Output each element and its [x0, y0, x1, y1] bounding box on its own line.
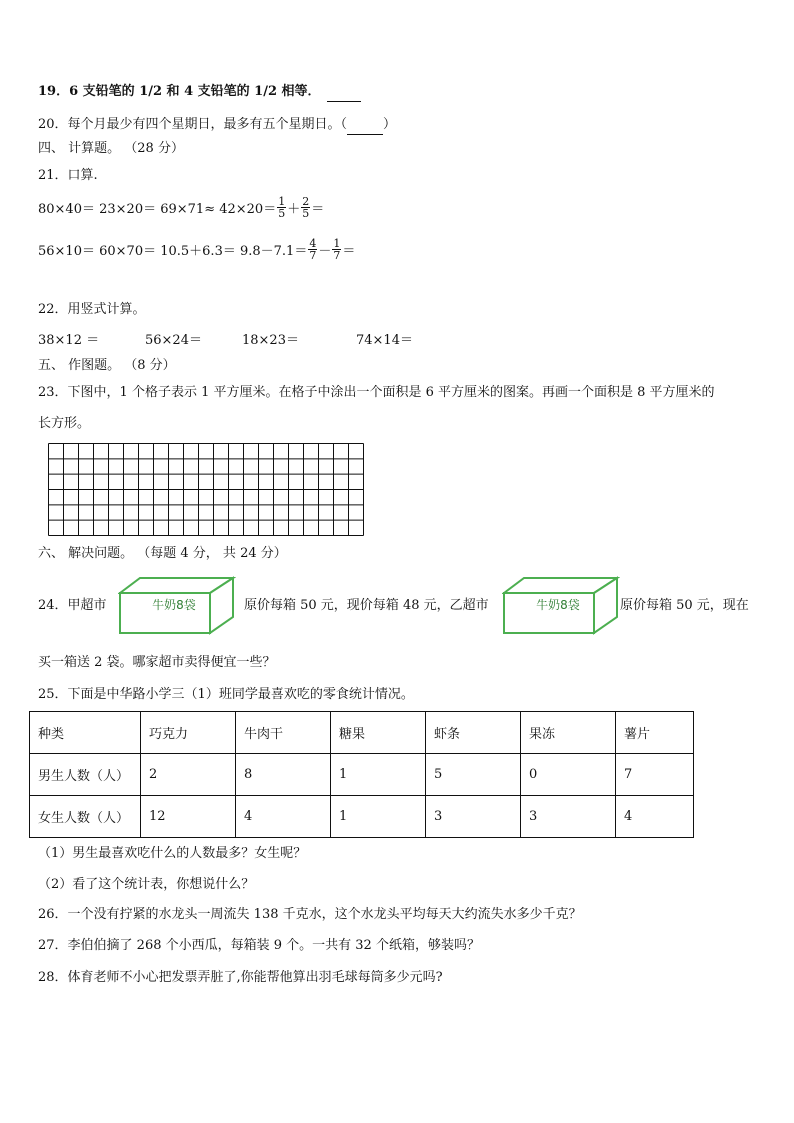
oral-calc-row-2: [38, 238, 355, 261]
question-20-text: 20．每个月最少有四个星期日，最多有五个星期日。（: [38, 117, 348, 132]
minus-sign: －: [318, 244, 332, 259]
question-24-middle: 原价每箱 50 元，现价每箱 48 元，乙超市: [244, 598, 489, 613]
vertical-calc-item: 74×14＝: [356, 333, 413, 348]
question-25-sub-2: （2）看了这个统计表，你想说什么？: [38, 877, 255, 892]
question-22-title: 22．用竖式计算。: [38, 302, 146, 317]
equals-sign: ＝: [342, 244, 356, 259]
table-cell: 0: [521, 754, 616, 796]
box-label: 牛奶8袋: [536, 598, 580, 612]
oral-calc-text: 80×40＝ 23×20＝ 69×71≈ 42×20＝: [38, 202, 277, 217]
section-6-heading: 六、 解决问题。 （每题 4 分， 共 24 分）: [38, 546, 287, 561]
question-20: [38, 116, 396, 135]
oral-calc-text: 56×10＝ 60×70＝ 10.5＋6.3＝ 9.8－7.1＝: [38, 244, 308, 259]
oral-calc-row-1: [38, 196, 324, 219]
table-header-cell: 薯片: [616, 712, 694, 754]
table-cell: 2: [141, 754, 236, 796]
table-header-cell: 虾条: [426, 712, 521, 754]
milk-box-supermarket-b: [502, 575, 620, 637]
fraction: $\frac{1}{5}$: [278, 195, 286, 220]
answer-blank[interactable]: [347, 116, 383, 135]
equals-sign: ＝: [311, 202, 325, 217]
question-23-line-1: 23．下图中，1 个格子表示 1 平方厘米。在格子中涂出一个面积是 6 平方厘米的图案。再画一个面积是 8 平方厘米的: [38, 385, 715, 400]
table-cell: 3: [426, 796, 521, 838]
table-row: [30, 796, 694, 838]
table-header-cell: 巧克力: [141, 712, 236, 754]
question-25-title: 25．下面是中华路小学三（1）班同学最喜欢吃的零食统计情况。: [38, 687, 414, 702]
question-24-suffix: 原价每箱 50 元，现在: [620, 598, 749, 613]
question-23-line-2: 长方形。: [38, 416, 91, 431]
question-28: 28．体育老师不小心把发票弄脏了,你能帮他算出羽毛球每筒多少元吗?: [38, 970, 443, 985]
table-cell: 7: [616, 754, 694, 796]
question-25-sub-1: （1）男生最喜欢吃什么的人数最多？女生呢？: [38, 846, 307, 861]
fraction: $\frac{2}{5}$: [302, 195, 310, 220]
section-4-heading: 四、 计算题。 （28 分）: [38, 141, 184, 156]
table-header-cell: 糖果: [331, 712, 426, 754]
box-label: 牛奶8袋: [152, 598, 196, 612]
table-header-cell: 种类: [30, 712, 141, 754]
question-27: 27．李伯伯摘了 268 个小西瓜，每箱装 9 个。一共有 32 个纸箱，够装吗？: [38, 938, 480, 953]
table-cell: 4: [616, 796, 694, 838]
table-cell: 男生人数（人）: [30, 754, 141, 796]
table-header-row: [30, 712, 694, 754]
question-19-text: 19．6 支铅笔的 1/2 和 4 支铅笔的 1/2 相等．: [38, 84, 321, 99]
question-24-line-2: 买一箱送 2 袋。哪家超市卖得便宜一些？: [38, 655, 276, 670]
table-header-cell: 果冻: [521, 712, 616, 754]
fraction: $\frac{4}{7}$: [309, 237, 317, 262]
table-row: [30, 754, 694, 796]
vertical-calc-item: 18×23＝: [242, 333, 299, 348]
table-cell: 8: [236, 754, 331, 796]
vertical-calc-item: 56×24＝: [145, 333, 202, 348]
question-24-prefix: 24．甲超市: [38, 598, 107, 613]
question-20-close: ）: [383, 117, 397, 132]
answer-blank[interactable]: [327, 83, 361, 102]
table-cell: 5: [426, 754, 521, 796]
plus-sign: ＋: [287, 202, 301, 217]
section-5-heading: 五、 作图题。 （8 分）: [38, 358, 176, 373]
table-cell: 1: [331, 796, 426, 838]
milk-box-supermarket-a: [118, 575, 236, 637]
vertical-calc-item: 38×12 ＝: [38, 333, 100, 348]
question-26: 26．一个没有拧紧的水龙头一周流失 138 千克水，这个水龙头平均每天大约流失水多少千克？: [38, 907, 582, 922]
question-19: [38, 83, 361, 102]
table-cell: 12: [141, 796, 236, 838]
table-cell: 3: [521, 796, 616, 838]
square-grid[interactable]: [48, 443, 364, 536]
snack-stats-table: [29, 711, 694, 838]
fraction: $\frac{1}{7}$: [333, 237, 341, 262]
table-cell: 1: [331, 754, 426, 796]
question-21-title: 21．口算.: [38, 168, 98, 183]
table-header-cell: 牛肉干: [236, 712, 331, 754]
table-cell: 4: [236, 796, 331, 838]
table-cell: 女生人数（人）: [30, 796, 141, 838]
